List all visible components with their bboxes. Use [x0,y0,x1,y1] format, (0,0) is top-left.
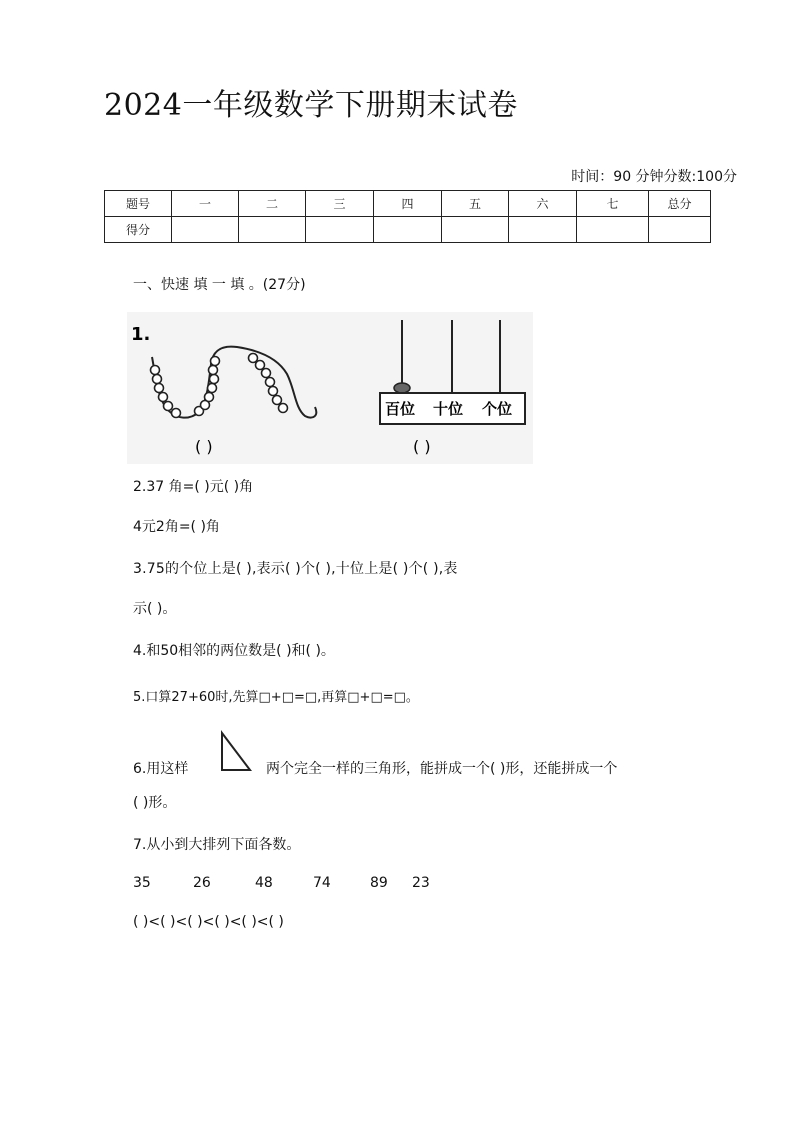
q7-number: 89 [370,875,388,891]
score-table-header-cell: 总分 [649,191,711,217]
score-cell[interactable] [306,217,374,243]
abacus-label-hundreds: 百位 [385,400,416,418]
bead [155,384,164,393]
bead [269,387,278,396]
bead [211,357,220,366]
q7-number: 26 [193,875,211,891]
score-cell[interactable] [649,217,711,243]
q7-number: 23 [412,875,430,891]
bead [210,375,219,384]
bead [256,361,265,370]
score-table-header-row [105,191,711,217]
score-table [104,190,711,243]
abacus-rods [402,320,500,392]
q1-figure-svg [127,312,533,464]
score-table-header-cell: 六 [509,191,577,217]
bead [262,369,271,378]
bead [273,396,282,405]
q1-left-blank: ( ) [195,437,213,456]
q6-suffix: 两个完全一样的三角形，能拼成一个( )形，还能拼成一个 [266,761,618,777]
bead [153,375,162,384]
q3-line-2: 示( )。 [133,601,177,617]
score-cell[interactable] [239,217,306,243]
q7-heading: 7.从小到大排列下面各数。 [133,837,301,853]
score-table-header-cell: 四 [374,191,442,217]
bead [208,384,217,393]
q2-line-1: 2.37 角=( )元( )角 [133,479,254,495]
bead [151,366,160,375]
abacus-label-ones: 个位 [482,400,513,418]
score-cell[interactable] [172,217,239,243]
q7-blanks: ( )<( )<( )<( )<( )<( ) [133,914,284,930]
bead [164,402,173,411]
score-cell[interactable] [577,217,649,243]
bead-string [152,347,316,418]
score-cell[interactable] [509,217,577,243]
score-table-score-row [105,217,711,243]
q3-line-1: 3.75的个位上是( ),表示( )个( ),十位上是( )个( ),表 [133,561,458,577]
exam-title: 2024一年级数学下册期末试卷 [104,88,518,123]
q7-number: 74 [313,875,331,891]
score-row-label: 得分 [105,217,172,243]
q7-number: 35 [133,875,151,891]
abacus-bead [394,383,410,393]
score-table-header-cell: 三 [306,191,374,217]
score-table-header-cell: 二 [239,191,306,217]
score-table-header-cell: 题号 [105,191,172,217]
score-table-header-cell: 一 [172,191,239,217]
q1-number: 1. [131,324,151,345]
score-table-header-cell: 五 [442,191,509,217]
bead [205,393,214,402]
right-triangle-icon [218,730,254,774]
q1-figure [127,312,533,464]
bead [159,393,168,402]
exam-info: 时间：90 分钟分数:100分 [571,169,737,185]
q4: 4.和50相邻的两位数是( )和( )。 [133,643,335,659]
score-cell[interactable] [442,217,509,243]
bead [266,378,275,387]
q6-line-2: ( )形。 [133,795,177,811]
bead [249,354,258,363]
bead [279,404,288,413]
q2-line-2: 4元2角=( )角 [133,519,220,535]
beads [151,354,288,418]
abacus-label-tens: 十位 [433,400,464,418]
score-cell[interactable] [374,217,442,243]
bead [172,409,181,418]
score-table-header-cell: 七 [577,191,649,217]
q6-prefix: 6.用这样 [133,761,189,777]
section-1-heading: 一、快速 填 一 填 。(27分) [133,277,306,293]
q7-number: 48 [255,875,273,891]
q5: 5.口算27+60时,先算□+□=□,再算□+□=□。 [133,690,419,705]
q1-right-blank: ( ) [413,437,431,456]
bead [209,366,218,375]
